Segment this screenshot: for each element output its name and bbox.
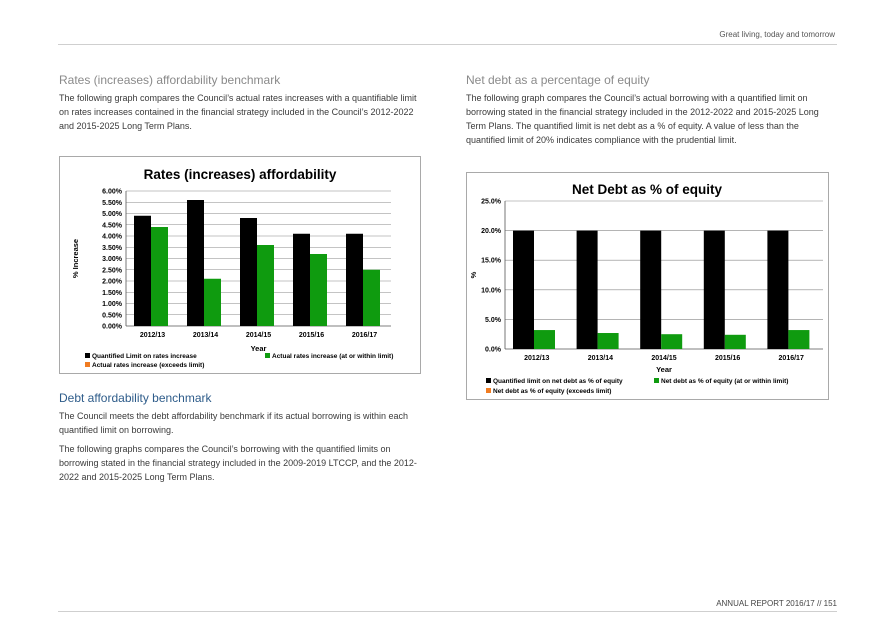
footer-page-label: ANNUAL REPORT 2016/17 // 151	[716, 599, 837, 608]
legend-label: Net debt as % of equity (exceeds limit)	[493, 388, 612, 395]
bar-actual	[363, 270, 380, 326]
x-tick-label: 2014/15	[245, 332, 272, 339]
bar-limit	[187, 200, 204, 326]
chart-title: Net Debt as % of equity	[571, 182, 723, 197]
x-tick-label: 2012/13	[524, 355, 550, 362]
x-tick-label: 2013/14	[587, 355, 614, 362]
y-tick-label: 6.00%	[102, 188, 122, 196]
y-tick-label: 1.50%	[102, 289, 122, 297]
bar-actual	[661, 334, 682, 349]
bar-limit	[134, 216, 151, 326]
bar-actual	[257, 245, 274, 326]
y-tick-label: 5.50%	[102, 199, 122, 207]
bar-actual	[310, 254, 327, 326]
y-tick-label: 25.0%	[481, 198, 501, 206]
bar-actual	[151, 227, 168, 326]
bar-limit	[640, 231, 661, 349]
y-axis-label: % Increase	[71, 238, 80, 279]
debt-heading: Debt affordability benchmark	[59, 391, 212, 405]
legend-swatch	[265, 353, 270, 358]
y-tick-label: 0.50%	[102, 312, 122, 320]
y-tick-label: 3.00%	[102, 256, 122, 263]
x-tick-label: 2015/16	[298, 332, 325, 339]
netdebt-chart	[466, 172, 829, 400]
footer-divider	[58, 611, 837, 612]
bar-limit	[577, 231, 598, 349]
legend-swatch	[654, 378, 659, 383]
legend-label: Actual rates increase (exceeds limit)	[92, 362, 205, 369]
bar-actual	[598, 333, 619, 349]
x-tick-label: 2013/14	[192, 332, 219, 339]
legend-label: Quantified limit on net debt as % of equity	[493, 378, 623, 385]
legend-label: Actual rates increase (at or within limit)	[272, 353, 394, 360]
y-tick-label: 4.00%	[102, 233, 122, 241]
y-tick-label: 0.00%	[102, 323, 122, 331]
bar-limit	[293, 234, 310, 326]
y-tick-label: 10.0%	[481, 287, 501, 295]
y-tick-label: 3.50%	[102, 244, 122, 252]
y-tick-label: 15.0%	[481, 257, 501, 265]
bar-limit	[704, 231, 725, 349]
x-tick-label: 2016/17	[351, 332, 378, 339]
bar-limit	[513, 231, 534, 349]
x-axis-label: Year	[250, 344, 267, 353]
bar-limit	[346, 234, 363, 326]
legend-swatch	[486, 378, 491, 383]
chart-title: Rates (increases) affordability	[143, 167, 337, 182]
legend-label: Quantified Limit on rates increase	[92, 353, 197, 360]
header-divider	[58, 44, 837, 45]
bar-actual	[204, 279, 221, 326]
x-tick-label: 2014/15	[651, 355, 677, 362]
bar-actual	[534, 330, 555, 349]
debt-para-2: The following graphs compares the Council’s borrowing with the quantified limits on borrowing stated in the financial strategy included in the 2009-2019 LTCCP, and the 2012-2022 and 2015-2025 Long Term Plans.	[59, 444, 417, 482]
rates-chart-svg	[60, 157, 420, 373]
x-axis-label: Year	[656, 365, 672, 374]
y-tick-label: 1.00%	[102, 301, 122, 308]
debt-para-1: The Council meets the debt affordability benchmark if its actual borrowing is within each quantified limit on borrowing.	[59, 411, 409, 435]
y-tick-label: 20.0%	[481, 228, 501, 236]
bar-actual	[725, 335, 746, 349]
debt-section	[59, 391, 421, 484]
netdebt-chart-svg	[467, 173, 828, 399]
y-axis-label: %	[469, 271, 478, 279]
y-tick-label: 5.0%	[485, 316, 501, 324]
netdebt-heading: Net debt as a percentage of equity	[466, 73, 650, 87]
rates-heading: Rates (increases) affordability benchmark	[59, 73, 281, 87]
netdebt-section	[466, 73, 828, 147]
rates-section	[59, 73, 421, 133]
bar-actual	[788, 330, 809, 349]
header-tagline: Great living, today and tomorrow	[719, 30, 835, 39]
y-tick-label: 5.00%	[102, 211, 122, 218]
y-tick-label: 4.50%	[102, 222, 122, 230]
y-tick-label: 2.50%	[102, 267, 122, 275]
legend-swatch	[85, 353, 90, 358]
legend-swatch	[486, 388, 491, 393]
rates-body: The following graph compares the Council’s actual rates increases with a quantifiable limit on rates increases contained in the financial strategy included in the Council’s 2012-2022 and 2015-2025 Long Term Plans.	[59, 93, 417, 131]
y-tick-label: 0.0%	[485, 346, 501, 354]
legend-label: Net debt as % of equity (at or within limit)	[661, 378, 789, 385]
bar-limit	[767, 231, 788, 349]
x-tick-label: 2012/13	[139, 332, 166, 339]
bar-limit	[240, 218, 257, 326]
x-tick-label: 2015/16	[714, 355, 741, 362]
legend-swatch	[85, 362, 90, 367]
netdebt-body: The following graph compares the Council’s actual borrowing with a quantified limit on borrowing stated in the financial strategy included in the 2012-2022 and 2015-2025 Long Term Plans. The quantified limit is net debt as a % of equity. A value of less than the quantified limit of 20% indicates compliance with the prudential limit.	[466, 93, 819, 145]
rates-chart	[59, 156, 421, 374]
y-tick-label: 2.00%	[102, 278, 122, 286]
x-tick-label: 2016/17	[778, 355, 804, 362]
